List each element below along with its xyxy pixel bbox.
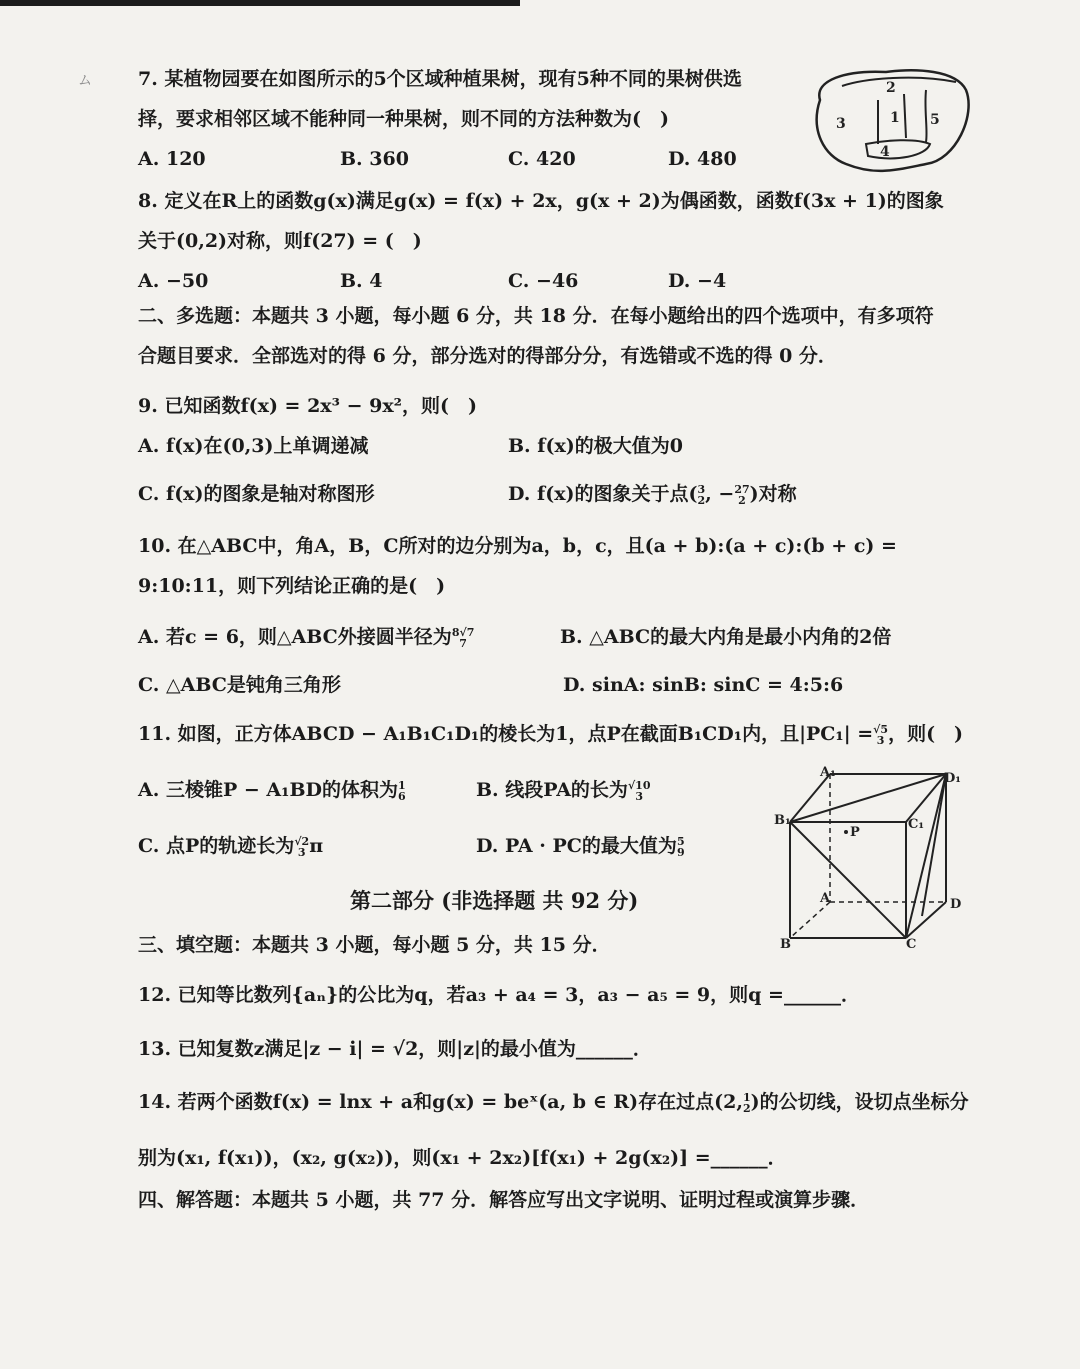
q8-option-d: D. −4 [668, 270, 727, 292]
region-label-2: 2 [886, 80, 896, 96]
fraction: 1 6 [398, 779, 406, 803]
q7-option-b: B. 360 [340, 148, 409, 170]
region-label-1: 1 [890, 110, 900, 126]
q8-line1: 8. 定义在R上的函数g(x)满足g(x) = f(x) + 2x，g(x + 2)为偶函数，函数f(3x + 1)的图象 [138, 190, 944, 212]
q10-option-c: C. △ABC是钝角三角形 [138, 674, 341, 696]
label-c: C [906, 937, 917, 952]
section2-line2: 合题目要求．全部选对的得 6 分，部分选对的得部分分，有选错或不选的得 0 分． [138, 345, 837, 367]
q7-line1: 7. 某植物园要在如图所示的5个区域种植果树，现有5种不同的果树供选 [138, 68, 742, 90]
fraction: 27 2 [734, 483, 750, 507]
fraction: 3 2 [697, 483, 706, 507]
q10-line2: 9:10:11，则下列结论正确的是( ) [138, 575, 446, 597]
q10-option-a: A. 若c = 6，则△ABC外接圆半径为8√7 7 [138, 626, 475, 650]
q9-option-d: D. f(x)的图象关于点(3 2, −27 2 )对称 [508, 483, 797, 507]
region-label-3: 3 [836, 116, 846, 132]
cube-figure [772, 766, 972, 956]
q9-option-a: A. f(x)在(0,3)上单调递减 [138, 435, 369, 457]
scan-edge [0, 0, 520, 6]
label-d1: D₁ [944, 771, 961, 786]
q7-option-d: D. 480 [668, 148, 737, 170]
q7-line2: 择，要求相邻区域不能种同一种果树，则不同的方法种数为( ) [138, 108, 669, 130]
section3-heading: 三、填空题：本题共 3 小题，每小题 5 分，共 15 分． [138, 934, 611, 956]
q13: 13. 已知复数z满足|z − i| = √2，则|z|的最小值为______． [138, 1038, 652, 1060]
q9-option-c: C. f(x)的图象是轴对称图形 [138, 483, 375, 505]
margin-mark: ム [78, 73, 92, 89]
q7-option-c: C. 420 [508, 148, 576, 170]
q9-option-b: B. f(x)的极大值为0 [508, 435, 683, 457]
q8-option-b: B. 4 [340, 270, 383, 292]
label-d: D [950, 897, 962, 912]
q14-line1: 14. 若两个函数f(x) = lnx + a和g(x) = beˣ(a, b ∈ R)存在过点(2,1 2)的公切线，设切点坐标分 [138, 1091, 969, 1115]
section2-line1: 二、多选题：本题共 3 小题，每小题 6 分，共 18 分．在每小题给出的四个选项中，有多项符 [138, 305, 934, 327]
region-label-4: 4 [880, 144, 890, 160]
q8-option-a: A. −50 [138, 270, 209, 292]
label-b: B [780, 937, 791, 952]
label-p: P [850, 825, 860, 840]
fraction: 1 2 [742, 1091, 751, 1115]
q8-line2: 关于(0,2)对称，则f(27) = ( ) [138, 230, 422, 252]
fraction: √10 3 [627, 779, 651, 803]
q10-option-b: B. △ABC的最大内角是最小内角的2倍 [560, 626, 892, 648]
region-map-figure [806, 60, 978, 178]
q8-option-c: C. −46 [508, 270, 579, 292]
q14-line2: 别为(x₁, f(x₁))，(x₂, g(x₂))，则(x₁ + 2x₂)[f(x₁) + 2g(x₂)] =______． [138, 1147, 787, 1169]
q11-option-c: C. 点P的轨迹长为√2 3 π [138, 835, 324, 859]
q7-option-a: A. 120 [138, 148, 206, 170]
fraction: 8√7 7 [451, 626, 475, 650]
label-a1: A₁ [820, 766, 836, 780]
fraction: 5 9 [676, 835, 685, 859]
q11-option-d: D. PA · PC的最大值为5 9 [476, 835, 685, 859]
label-c1: C₁ [908, 817, 925, 832]
fraction: √5 3 [873, 723, 889, 747]
part2-title: 第二部分 (非选择题 共 92 分) [350, 888, 639, 913]
q11-option-a: A. 三棱锥P − A₁BD的体积为1 6 [138, 779, 406, 803]
fraction: √2 3 [294, 835, 310, 859]
label-a: A [820, 891, 831, 906]
q11-stem: 11. 如图，正方体ABCD − A₁B₁C₁D₁的棱长为1，点P在截面B₁CD₁内，且|PC₁| =√5 3 ，则( ) [138, 723, 964, 747]
q10-line1: 10. 在△ABC中，角A，B，C所对的边分别为a，b，c，且(a + b):(a + c):(b + c) = [138, 535, 897, 557]
region-label-5: 5 [930, 112, 940, 128]
q10-option-d: D. sinA: sinB: sinC = 4:5:6 [563, 674, 844, 696]
q11-option-b: B. 线段PA的长为√10 3 [476, 779, 651, 803]
section4-heading: 四、解答题：本题共 5 小题，共 77 分．解答应写出文字说明、证明过程或演算步骤． [138, 1189, 870, 1211]
q9-stem: 9. 已知函数f(x) = 2x³ − 9x²，则( ) [138, 395, 477, 417]
label-b1: B₁ [774, 813, 791, 828]
q12: 12. 已知等比数列{aₙ}的公比为q，若a₃ + a₄ = 3，a₃ − a₅ = 9，则q =______． [138, 984, 860, 1006]
